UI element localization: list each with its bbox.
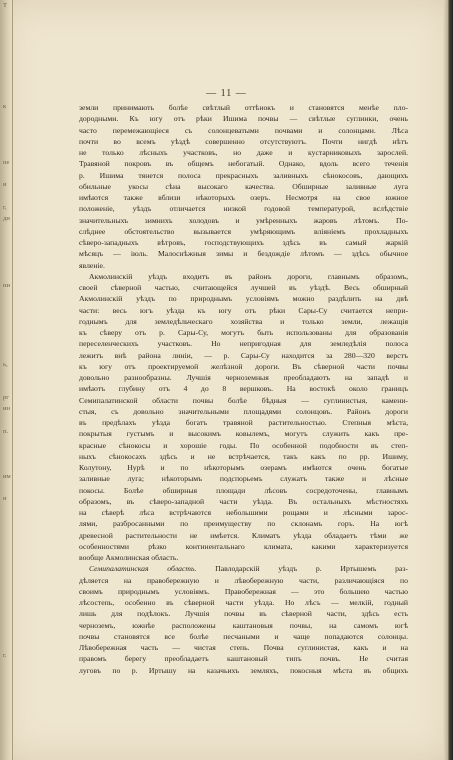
text-line bbox=[79, 620, 408, 631]
text-line bbox=[79, 361, 408, 372]
text-line bbox=[79, 417, 408, 428]
line-text: Травяной покровъ въ общемъ небогатый. Однако, вдоль всего теченія bbox=[79, 159, 408, 169]
margin-fragment bbox=[3, 56, 12, 67]
margin-fragment bbox=[3, 67, 12, 78]
text-line bbox=[79, 631, 408, 642]
margin-fragment: п. bbox=[3, 427, 9, 435]
line-text: своей сѣверной частью, считающейся лучшей въ уѣздѣ. Весь обширный bbox=[79, 283, 408, 292]
margin-fragment bbox=[3, 583, 12, 594]
margin-fragment bbox=[3, 527, 12, 538]
line-text: часто перемежающіеся съ солонцеватыми почвами и солонцами. Лѣса bbox=[79, 125, 408, 135]
line-text: значительныхъ зимнихъ холодовъ и умѣренныхъ жаровъ лѣтомъ. По- bbox=[79, 215, 408, 225]
margin-fragment bbox=[3, 448, 12, 459]
line-text: къ югу отъ проектируемой желѣзной дороги. Въ сѣверной части почвы bbox=[79, 361, 408, 371]
line-text: обильные укосы сѣна высокаго качества. Обширные заливные луга bbox=[79, 181, 408, 191]
text-line bbox=[79, 293, 408, 304]
text-line bbox=[79, 136, 408, 147]
text-line bbox=[79, 316, 408, 327]
line-text: луговъ по р. Иртышу на казачьихъ земляхъ, покосныя мѣста въ общихъ bbox=[79, 665, 408, 675]
text-line bbox=[79, 473, 408, 484]
text-line bbox=[79, 372, 408, 383]
text-line bbox=[79, 608, 408, 619]
line-text: годнымъ для земледѣльческаго хозяйства и только земли, лежащія bbox=[79, 316, 408, 326]
margin-fragment: ь, bbox=[3, 360, 8, 368]
text-line bbox=[79, 215, 408, 226]
text-line bbox=[79, 665, 408, 676]
text-line bbox=[79, 597, 408, 608]
margin-fragment: ни bbox=[3, 282, 11, 290]
margin-fragment bbox=[3, 34, 12, 45]
section-heading: Семипалатинская область. bbox=[89, 564, 197, 574]
margin-fragment: ин bbox=[3, 405, 11, 413]
margin-fragment bbox=[3, 683, 12, 694]
text-line bbox=[79, 226, 408, 237]
text-line bbox=[79, 327, 408, 338]
margin-fragment bbox=[3, 11, 12, 22]
text-line bbox=[79, 282, 408, 293]
text-line bbox=[79, 496, 408, 507]
margin-fragment bbox=[3, 672, 12, 683]
margin-fragment: г. bbox=[3, 651, 7, 659]
text-line bbox=[79, 113, 408, 124]
text-line bbox=[79, 575, 408, 586]
text-line bbox=[79, 406, 408, 417]
line-text: дородными. Къ югу отъ рѣки Ишима почвы — свѣтлые суглинки, очень bbox=[79, 114, 408, 124]
text-line bbox=[79, 428, 408, 439]
line-text: своимъ природнымъ условіямъ. Правобережная — это большею частью bbox=[79, 586, 408, 596]
line-text: Акмолинскій уѣздъ по природнымъ условіямъ можно раздѣлить на двѣ bbox=[79, 294, 408, 304]
text-line bbox=[79, 642, 408, 653]
line-text: покосы. Болѣе обширныя площади лѣсовъ сосредоточены, главнымъ bbox=[79, 485, 408, 495]
line-text: явленіе. bbox=[79, 260, 105, 270]
line-text: имѣются также вблизи нѣкоторыхъ озеръ. Несмотря на свое южное bbox=[79, 193, 408, 202]
text-line bbox=[79, 338, 408, 349]
line-text: Колутону, Нурѣ и по нѣкоторымъ озерамъ имѣются очень богатые bbox=[79, 463, 408, 472]
text-line bbox=[79, 485, 408, 496]
text-line bbox=[79, 102, 408, 113]
text-line bbox=[79, 181, 408, 192]
margin-fragment: к bbox=[3, 102, 7, 110]
line-text: р. Ишима тянется полоса прекрасныхъ заливныхъ сѣнокосовъ, дающихъ bbox=[79, 170, 408, 180]
margin-fragment bbox=[3, 504, 12, 515]
line-text: лишь для подѣлокъ. Лучшія почвы въ сѣверной части, здѣсь есть bbox=[79, 609, 408, 619]
margin-fragment bbox=[3, 706, 12, 717]
margin-fragment bbox=[3, 661, 12, 672]
margin-fragment bbox=[3, 437, 12, 448]
margin-fragment bbox=[3, 302, 12, 313]
margin-fragment bbox=[3, 291, 12, 302]
text-line bbox=[79, 158, 408, 169]
margin-fragment bbox=[3, 235, 12, 246]
margin-fragment bbox=[3, 560, 12, 571]
previous-page-margin bbox=[0, 0, 13, 760]
margin-fragment bbox=[3, 325, 12, 336]
margin-fragment bbox=[3, 482, 12, 493]
text-line bbox=[79, 170, 408, 181]
margin-fragment bbox=[3, 112, 12, 123]
margin-fragment bbox=[3, 415, 12, 426]
margin-fragment bbox=[3, 627, 12, 638]
text-line bbox=[79, 530, 408, 541]
text-line bbox=[79, 451, 408, 462]
margin-fragment bbox=[3, 594, 12, 605]
line-text: почвы становятся все болѣе песчаными и чаще попадаются солонцы. bbox=[79, 631, 408, 641]
margin-fragment: Т bbox=[3, 2, 8, 9]
text-line bbox=[79, 383, 408, 394]
text-line bbox=[79, 507, 408, 518]
text-line bbox=[79, 395, 408, 406]
margin-fragment bbox=[3, 22, 12, 33]
margin-fragment: пе bbox=[3, 158, 10, 166]
line-text: ныхъ сѣнокосахъ здѣсь и не встрѣчается, такъ какъ по рр. Ишиму, bbox=[79, 451, 408, 461]
line-text: лежитъ внѣ района линіи, — р. Сары-Су находится за 280—320 верстъ bbox=[79, 350, 408, 360]
line-text: положеніе, уѣздъ отличается низкой годовой температурой, вслѣдствіе bbox=[79, 204, 408, 214]
line-text: красные сѣнокосы и хорошіе годы. По особенной подобности въ степ- bbox=[79, 440, 408, 450]
margin-fragment: рг bbox=[3, 394, 10, 402]
margin-fragment: им bbox=[3, 472, 11, 480]
line-text: къ сѣверу отъ р. Сары-Су, могутъ быть использованы для образованія bbox=[79, 328, 408, 337]
line-text: лѣсостепь, особенно въ сѣверной части уѣзда. Но лѣсъ — мелкій, годный bbox=[79, 598, 408, 607]
line-text: древесной растительности не имѣется. Климатъ уѣзда обладаетъ тѣми же bbox=[79, 530, 408, 540]
line-text: дѣляется на правобережную и лѣвобережную части, различающіяся по bbox=[79, 575, 408, 585]
line-text: стыя, съ довольно значительными площадями солонцовъ. Районъ дороги bbox=[79, 406, 408, 416]
text-line bbox=[79, 203, 408, 214]
margin-fragment bbox=[3, 347, 12, 358]
margin-fragment: г, bbox=[3, 203, 7, 211]
line-text: Семипалатинской области почвы болѣе бѣдныя — суглинистыя, камени- bbox=[79, 395, 408, 405]
margin-fragment bbox=[3, 571, 12, 582]
margin-fragment bbox=[3, 168, 12, 179]
line-text: на сѣверѣ лѣса встрѣчаются небольшими рощами и лѣсными зарос- bbox=[79, 508, 408, 517]
margin-fragment bbox=[3, 370, 12, 381]
text-line bbox=[79, 147, 408, 158]
page-edge-shadow bbox=[443, 0, 453, 760]
line-text: особенностями рѣзко континентальнаго климата, какими характеризуется bbox=[79, 541, 408, 551]
margin-fragment bbox=[3, 639, 12, 650]
line-text: мѣсяцъ — іюль. Малоснѣжныя зимы и бездождіе лѣтомъ — здѣсь обычное bbox=[79, 249, 408, 259]
margin-fragment bbox=[3, 246, 12, 257]
line-text: почти во всемъ уѣздѣ совершенно отсутствуютъ. Почти нигдѣ нѣтъ bbox=[79, 136, 408, 146]
margin-fragment bbox=[3, 224, 12, 235]
line-text: въ предѣлахъ уѣзда богатъ травяной растительностью. Степныя мѣста, bbox=[79, 418, 408, 427]
margin-fragment bbox=[3, 616, 12, 627]
margin-fragment bbox=[3, 538, 12, 549]
margin-fragment bbox=[3, 190, 12, 201]
text-line bbox=[79, 552, 408, 563]
margin-fragment bbox=[3, 381, 12, 392]
line-text: переселенческихъ участковъ. Но непригодная для земледѣлія полоса bbox=[79, 339, 408, 349]
text-line bbox=[79, 260, 408, 271]
margin-fragment bbox=[3, 605, 12, 616]
text-line bbox=[79, 271, 408, 282]
text-line bbox=[79, 563, 408, 574]
line-text: заливные луга; нѣкоторымъ подспорьемъ служатъ также и лѣсные bbox=[79, 474, 408, 484]
text-line bbox=[79, 125, 408, 136]
page-number: — 11 — bbox=[206, 88, 247, 99]
line-text: образомъ, въ сѣверо-западной части уѣзда. Въ остальныхъ мѣстностяхъ bbox=[79, 496, 408, 506]
text-line bbox=[79, 192, 408, 203]
line-text: довольно разнообразны. Лучшія черноземныя преобладаютъ на западѣ и bbox=[79, 373, 408, 382]
margin-fragment bbox=[3, 728, 12, 739]
line-text: лями, разбросанными по преимуществу по склонамъ горъ. На югѣ bbox=[79, 519, 408, 529]
margin-fragment bbox=[3, 123, 12, 134]
margin-fragment bbox=[3, 717, 12, 728]
margin-fragment bbox=[3, 45, 12, 56]
line-text: черноземъ, южнѣе расположены каштановыя почвы, на самомъ югѣ bbox=[79, 620, 408, 630]
text-line bbox=[79, 518, 408, 529]
text-line bbox=[79, 305, 408, 316]
line-text: Лѣвобережная часть — чистая степь. Почва суглинистая, какъ и на bbox=[79, 643, 408, 652]
text-line bbox=[79, 541, 408, 552]
line-text: сѣверо-западныхъ вѣтровъ, господствующихъ здѣсь въ самый жаркій bbox=[79, 238, 408, 247]
line-text: не только лѣсныхъ участковъ, но даже и кустарниковыхъ зарослей. bbox=[79, 148, 408, 157]
body-text bbox=[79, 102, 408, 676]
line-text: имѣютъ глубину отъ 4 до 8 вершковъ. На востокѣ около границъ bbox=[79, 384, 408, 394]
text-line bbox=[79, 653, 408, 664]
line-text: покрытыя густымъ и высокимъ ковылемъ, могутъ служить какъ пре- bbox=[79, 429, 408, 439]
line-text: Акмолинскій уѣздъ входитъ въ районъ дороги, главнымъ образомъ, bbox=[89, 271, 408, 281]
line-text: правомъ берегу преобладаетъ каштановый типъ почвъ. Не считая bbox=[79, 654, 408, 664]
line-text: слѣднее обстоятельство вызывается умѣряющимъ вліяніемъ прохладныхъ bbox=[79, 226, 408, 236]
margin-fragment bbox=[3, 269, 12, 280]
line-text: части: весь югъ уѣзда къ югу отъ рѣки Сары-Су считается непри- bbox=[79, 305, 408, 315]
margin-fragment bbox=[3, 314, 12, 325]
margin-fragment bbox=[3, 258, 12, 269]
text-line bbox=[79, 440, 408, 451]
line-text: земли принимають болѣе свѣтлый оттѣнокъ и становятся менѣе пло- bbox=[79, 103, 408, 112]
margin-fragment bbox=[3, 134, 12, 145]
margin-fragment bbox=[3, 146, 12, 157]
margin-fragment: н bbox=[3, 494, 7, 502]
margin-fragment bbox=[3, 336, 12, 347]
margin-fragment bbox=[3, 515, 12, 526]
margin-fragment bbox=[3, 695, 12, 706]
margin-fragment bbox=[3, 459, 12, 470]
text-line bbox=[79, 586, 408, 597]
text-line bbox=[79, 248, 408, 259]
margin-fragment: и bbox=[3, 181, 7, 189]
line-text: вообще Акмолинская область. bbox=[79, 553, 179, 562]
text-line bbox=[79, 350, 408, 361]
margin-fragment bbox=[3, 549, 12, 560]
text-line bbox=[79, 237, 408, 248]
line-text: Павлодарскій уѣздъ р. Иртышемъ раз- bbox=[196, 564, 408, 574]
text-line bbox=[79, 462, 408, 473]
margin-fragment: ди bbox=[3, 214, 10, 222]
